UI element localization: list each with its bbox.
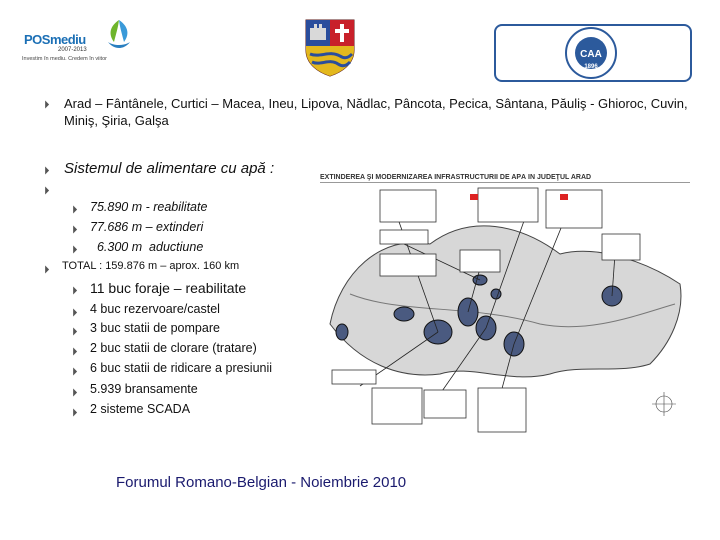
bullet-icon: ⏵ [72, 345, 78, 358]
bullet-icon: ⏵ [72, 243, 78, 256]
length-rehab: 75.890 m - reabilitate [90, 200, 208, 214]
arad-crest [300, 14, 360, 78]
bullet-icon: ⏵ [72, 325, 78, 338]
bullet-icon: ⏵ [72, 203, 78, 216]
length-extensions: 77.686 m – extinderi [90, 220, 204, 234]
posmediu-tagline: Investim în mediu. Credem în viitor [22, 56, 107, 62]
footer-caption: Forumul Romano-Belgian - Noiembrie 2010 [116, 474, 407, 491]
bullet-icon: ⏵ [44, 98, 50, 111]
compass-rose-icon [652, 392, 676, 416]
item-scada: 2 sisteme SCADA [90, 402, 191, 416]
bullet-icon: ⏵ [72, 223, 78, 236]
map-graphic [320, 174, 690, 436]
water-system-title: Sistemul de alimentare cu apă : [64, 160, 275, 177]
posmediu-leaf-icon [102, 16, 136, 54]
bullet-icon: ⏵ [44, 184, 50, 197]
bullet-icon: ⏵ [72, 306, 78, 319]
posmediu-logo [20, 14, 140, 70]
posmediu-years: 2007-2013 [58, 47, 87, 53]
bullet-icon: ⏵ [44, 263, 50, 276]
bullet-icon: ⏵ [72, 365, 78, 378]
caa-year: 1896 [584, 64, 598, 70]
county-map [320, 174, 690, 436]
item-foraje: 11 buc foraje – reabilitate [90, 280, 247, 296]
bullet-icon: ⏵ [72, 284, 78, 297]
item-ridicare: 6 buc statii de ridicare a presiunii [90, 361, 273, 375]
bullet-icon: ⏵ [44, 164, 50, 177]
map-title: EXTINDEREA ŞI MODERNIZAREA INFRASTRUCTURII DE APĂ ÎN JUDEŢUL ARAD [320, 174, 690, 183]
posmediu-logo-text: POSmediu [24, 32, 86, 47]
total-length: TOTAL : 159.876 m – aprox. 160 km [62, 260, 240, 272]
coat-of-arms-icon [300, 14, 360, 78]
caa-abbrev: CAA [580, 49, 602, 60]
item-clorare: 2 buc statii de clorare (tratare) [90, 341, 257, 355]
bullet-icon: ⏵ [72, 386, 78, 399]
localities-text: Arad – Fântânele, Curtici – Macea, Ineu, Lipova, Nădlac, Pâncota, Pecica, Sântana, Păuliş - Ghioroc, Cuvin, Miniş, Şiria, Galşa [64, 96, 688, 128]
item-pompare: 3 buc statii de pompare [90, 321, 220, 335]
bullet-icon: ⏵ [72, 406, 78, 419]
caa-seal-icon [558, 26, 624, 80]
item-rezervoare: 4 buc rezervoare/castel [90, 302, 220, 316]
item-bransamente: 5.939 bransamente [90, 382, 198, 396]
length-aduction: 6.300 m aductiune [90, 240, 204, 254]
caa-logo-box [494, 24, 692, 82]
